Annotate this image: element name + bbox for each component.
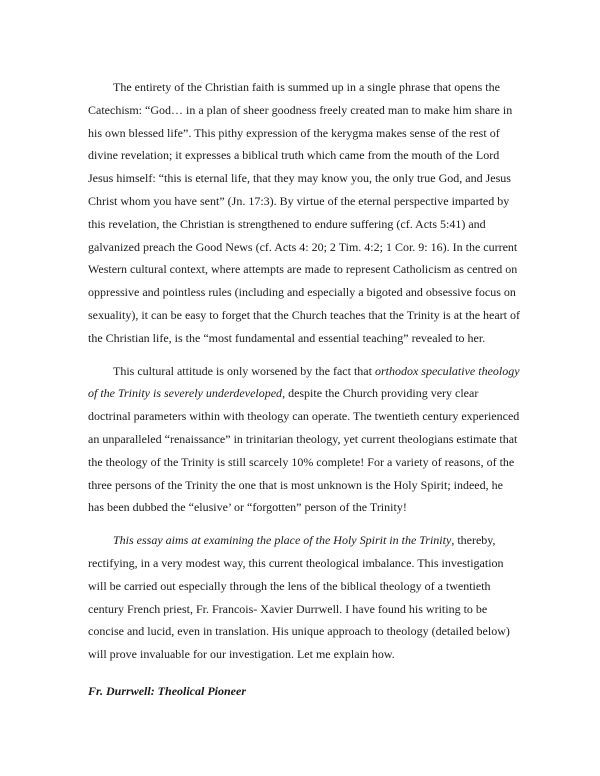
text-line: will prove invaluable for our investigation. Let me explain how. bbox=[88, 647, 395, 662]
text-line: sexuality), it can be easy to forget that the Church teaches that the Trinity is at the heart of bbox=[88, 307, 520, 322]
paragraph-2 bbox=[88, 360, 523, 520]
text-line: has been dubbed the “elusive’ or “forgotten” person of the Trinity! bbox=[88, 500, 407, 515]
text-line: rectifying, in a very modest way, this current theological imbalance. This investigation bbox=[88, 555, 504, 570]
text-line: doctrinal parameters within with theology can operate. The twentieth century experienced bbox=[88, 409, 520, 424]
text-line: the theology of the Trinity is still scarcely 10% complete! For a variety of reasons, of the bbox=[88, 454, 515, 469]
emphasis-text: This essay aims at examining the place of the Holy Spirit in the Trinity bbox=[113, 533, 452, 548]
text-line: concise and lucid, even in translation. His unique approach to theology (detailed below) bbox=[88, 624, 510, 639]
paragraph-1 bbox=[88, 76, 523, 350]
text-line: the Christian life, is the “most fundamental and essential teaching” revealed to her. bbox=[88, 330, 486, 345]
text-line: galvanized preach the Good News (cf. Acts 4: 20; 2 Tim. 4:2; 1 Cor. 9: 16). In the current bbox=[88, 239, 518, 254]
text-line: The entirety of the Christian faith is summed up in a single phrase that opens the bbox=[113, 80, 500, 94]
line-text: , despite the Church providing very clear bbox=[282, 386, 479, 401]
emphasis-text: of the Trinity is severely underdeveloped bbox=[88, 386, 283, 401]
text-line: Jesus himself: “this is eternal life, that they may know you, the only true God, and Jesus bbox=[88, 171, 511, 186]
text-line: Western cultural context, where attempts are made to represent Catholicism as centred on bbox=[88, 262, 518, 277]
paragraph-3 bbox=[88, 529, 523, 666]
text-line bbox=[88, 529, 523, 552]
line-text: This cultural attitude is only worsened by the fact that bbox=[113, 363, 375, 378]
text-line: this revelation, the Christian is strengthened to endure suffering (cf. Acts 5:41) and bbox=[88, 216, 486, 231]
text-line: divine revelation; it expresses a biblical truth which came from the mouth of the Lord bbox=[88, 148, 500, 163]
text-line: three persons of the Trinity the one that is most unknown is the Holy Spirit; indeed, he bbox=[88, 477, 503, 492]
text-line: will be carried out especially through the lens of the biblical theology of a twentieth bbox=[88, 578, 491, 593]
text-line: oppressive and pointless rules (including and especially a bigoted and obsessive focus on bbox=[88, 285, 516, 300]
text-line: century French priest, Fr. Francois- Xavier Durrwell. I have found his writing to be bbox=[88, 601, 488, 616]
text-line bbox=[88, 360, 523, 383]
text-line: an unparalleled “renaissance” in trinitarian theology, yet current theologians estimate that bbox=[88, 431, 518, 446]
text-line: Catechism: “God… in a plan of sheer goodness freely created man to make him share in bbox=[88, 102, 513, 117]
body-text bbox=[88, 76, 523, 666]
emphasis-text: orthodox speculative theology bbox=[374, 363, 520, 378]
text-line bbox=[88, 382, 523, 405]
line-text: , thereby, bbox=[451, 533, 496, 548]
text-line: his own blessed life”. This pithy expression of the kerygma makes sense of the rest of bbox=[88, 125, 500, 140]
text-line: Christ whom you have sent” (Jn. 17:3). By virtue of the eternal perspective imparted by bbox=[88, 193, 510, 208]
section-heading: Fr. Durrwell: Theolical Pioneer bbox=[88, 684, 247, 698]
